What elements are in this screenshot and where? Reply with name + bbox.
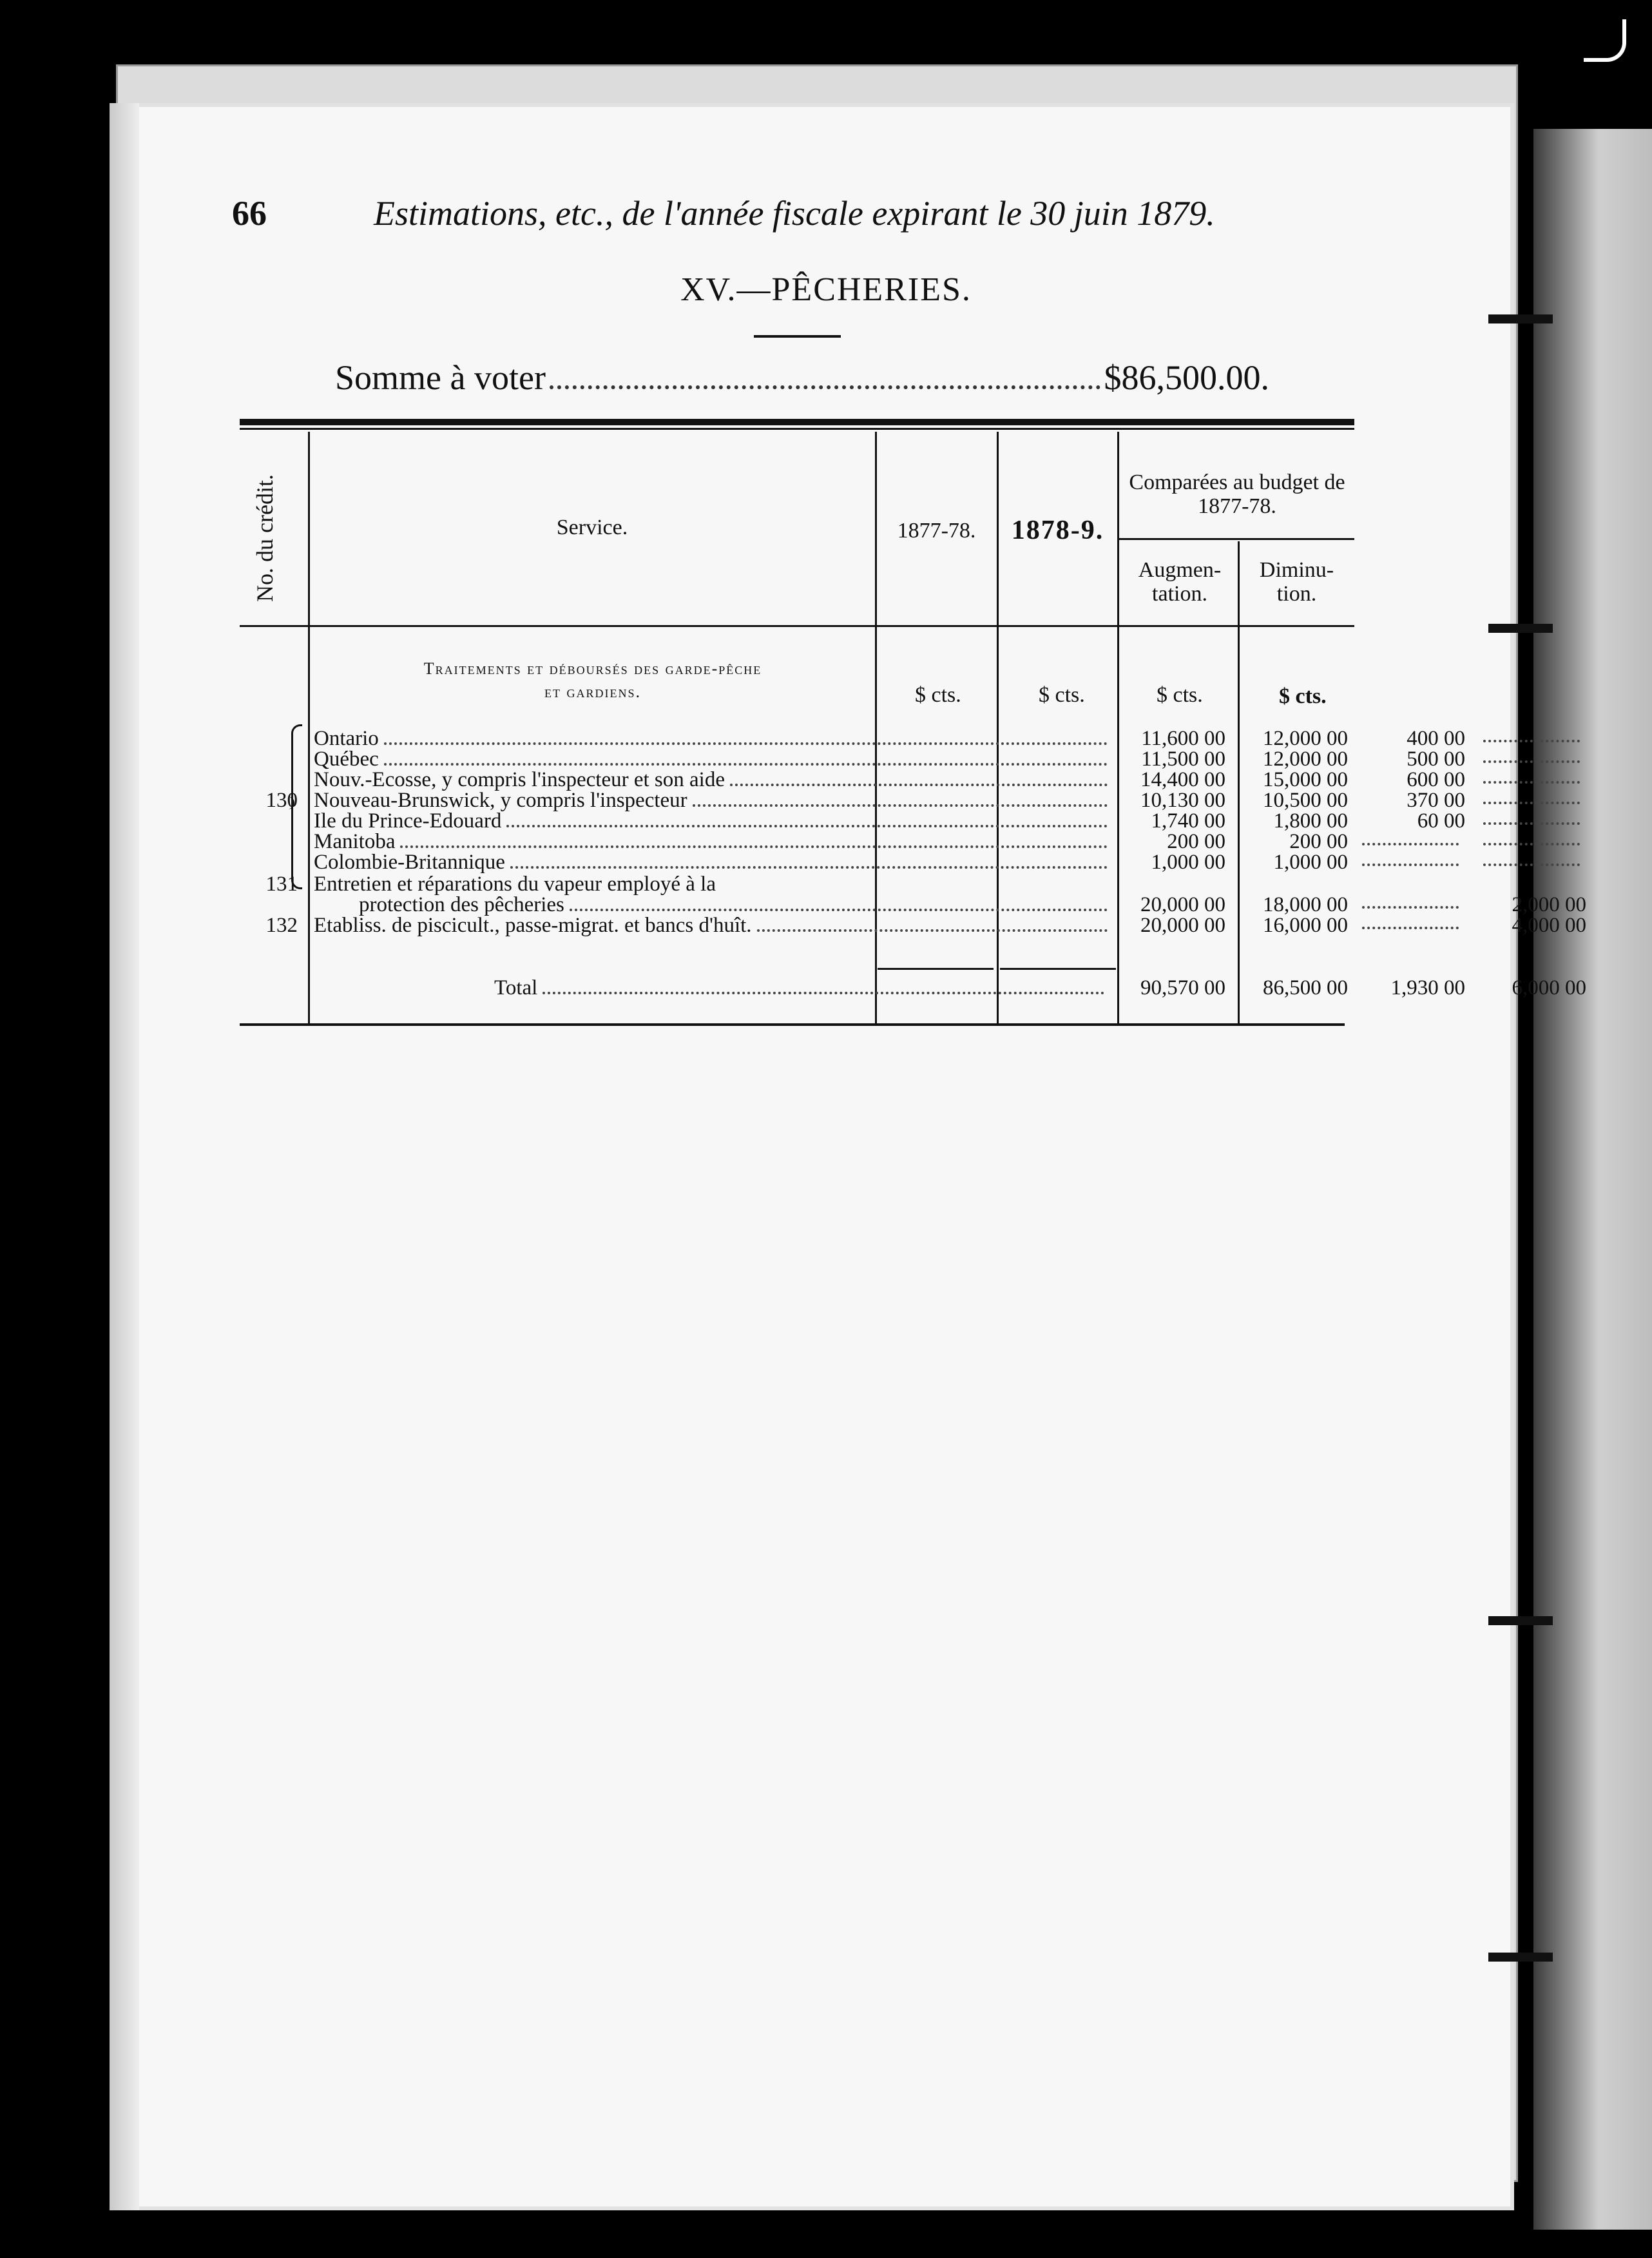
unit-label: $ cts. <box>1157 683 1203 707</box>
leader-dots <box>400 845 1108 848</box>
empty-cell-dots <box>1483 851 1580 866</box>
credit-number: 132 <box>265 914 298 937</box>
amount-augmentation: 60 00 <box>1417 809 1465 833</box>
amount-1878-9: 15,000 00 <box>1263 768 1348 791</box>
leader-dots <box>506 825 1108 827</box>
unit-label: $ cts. <box>1039 683 1085 707</box>
total-label-cell <box>494 976 1109 1000</box>
amount-1878-9: 1,800 00 <box>1273 809 1348 833</box>
service-cell <box>314 914 1113 938</box>
amount-1878-9: 200 00 <box>1289 830 1348 853</box>
table-row <box>240 851 1348 873</box>
leader-dots <box>384 763 1108 766</box>
leader-dots <box>510 866 1108 869</box>
column-header-service: Service. <box>556 516 628 539</box>
column-header-1877-78: 1877-78. <box>897 519 976 543</box>
empty-cell-dots <box>1362 851 1459 866</box>
amount-1877-78: 10,130 00 <box>1140 789 1225 812</box>
credit-number: 131 <box>265 873 298 896</box>
header-sub-rule <box>1119 538 1354 540</box>
empty-cell-dots <box>1483 830 1580 845</box>
service-label: Ontario <box>314 727 379 750</box>
amount-1878-9: 10,500 00 <box>1263 789 1348 812</box>
binding-mark <box>1488 1953 1553 1962</box>
amount-1877-78: 11,600 00 <box>1141 727 1225 750</box>
service-label: Nouv.-Ecosse, y compris l'inspecteur et son aide <box>314 768 725 791</box>
amount-1878-9: 1,000 00 <box>1273 851 1348 874</box>
table-row <box>240 914 1586 937</box>
leader-dots <box>693 804 1108 807</box>
empty-cell-dots <box>1362 914 1459 929</box>
service-label: protection des pêcheries <box>359 893 564 916</box>
amount-1877-78: 200 00 <box>1167 830 1225 853</box>
group-title-line-2: et gardiens. <box>544 682 641 702</box>
service-label: Québec <box>314 748 379 771</box>
amount-1877-78: 11,500 00 <box>1141 748 1225 771</box>
column-header-augmentation: Augmen-tation. <box>1138 558 1222 606</box>
vote-line <box>335 358 1269 398</box>
leader-dots <box>550 385 1100 389</box>
amount-1878-9: 18,000 00 <box>1263 893 1348 916</box>
total-rule <box>878 968 994 970</box>
page-number: 66 <box>232 194 267 233</box>
empty-cell-dots <box>1362 893 1459 909</box>
running-title: Estimations, etc., de l'année fiscale expirant le 30 juin 1879. <box>374 194 1215 233</box>
amount-1877-78: 1,000 00 <box>1151 851 1225 874</box>
amount-1877-78: 14,400 00 <box>1140 768 1225 791</box>
leader-dots <box>543 992 1104 994</box>
table-top-rule-thin <box>240 428 1354 430</box>
service-label: Manitoba <box>314 830 396 853</box>
amount-augmentation: 500 00 <box>1407 748 1465 771</box>
leader-dots <box>384 742 1108 745</box>
amount-augmentation: 400 00 <box>1407 727 1465 750</box>
amount-augmentation: 370 00 <box>1407 789 1465 812</box>
table-row <box>240 789 1465 812</box>
total-diminution: 6,000 00 <box>1512 976 1586 999</box>
binding-mark <box>1488 314 1553 323</box>
column-header-credit: No. du crédit. <box>252 474 278 602</box>
table-row <box>240 893 1586 916</box>
table-row <box>240 873 1348 894</box>
total-augmentation: 1,930 00 <box>1390 976 1465 999</box>
total-label: Total <box>494 976 538 999</box>
leader-dots <box>757 929 1108 932</box>
service-label: Etabliss. de piscicult., passe-migrat. et bancs d'huît. <box>314 914 752 937</box>
credit-number: 130 <box>265 789 298 812</box>
scan-corner-mark <box>1584 19 1626 62</box>
total-1877-78: 90,570 00 <box>1140 976 1225 999</box>
amount-1878-9: 16,000 00 <box>1263 914 1348 937</box>
amount-1878-9: 12,000 00 <box>1263 727 1348 750</box>
header-bottom-rule <box>240 625 1354 627</box>
table-row <box>240 768 1465 791</box>
empty-cell-dots <box>1483 748 1580 763</box>
amount-diminution: 2,000 00 <box>1512 893 1586 916</box>
column-header-comparison: Comparées au budget de 1877-78. <box>1129 470 1345 519</box>
binding-mark <box>1488 624 1553 633</box>
column-header-1878-9: 1878-9. <box>1011 516 1104 545</box>
vote-amount: $86,500.00. <box>1104 358 1269 397</box>
table-row <box>240 727 1465 750</box>
service-label: Colombie-Britannique <box>314 851 505 874</box>
page-left-edge <box>110 103 139 2210</box>
table-bottom-rule <box>240 1023 1345 1026</box>
column-header-diminution: Diminu-tion. <box>1259 558 1334 606</box>
total-rule <box>1000 968 1116 970</box>
empty-cell-dots <box>1362 830 1459 845</box>
table-row <box>240 748 1465 771</box>
table-top-rule <box>240 419 1354 425</box>
unit-label: $ cts. <box>1279 684 1327 708</box>
adjacent-page-edge <box>1533 129 1652 2230</box>
title-rule <box>754 335 841 338</box>
amount-1877-78: 20,000 00 <box>1140 893 1225 916</box>
amount-diminution: 4,000 00 <box>1512 914 1586 937</box>
table-row <box>240 830 1348 852</box>
group-title <box>316 657 870 704</box>
service-label: Nouveau-Brunswick, y compris l'inspecteur <box>314 789 687 812</box>
amount-1877-78: 1,740 00 <box>1151 809 1225 833</box>
empty-cell-dots <box>1483 768 1580 784</box>
table-row-total <box>240 976 1586 999</box>
service-cell <box>314 851 1113 874</box>
total-1878-9: 86,500 00 <box>1263 976 1348 999</box>
amount-augmentation: 600 00 <box>1407 768 1465 791</box>
unit-label: $ cts. <box>915 683 961 707</box>
section-title: XV.—PÊCHERIES. <box>680 271 972 308</box>
leader-dots <box>570 909 1108 911</box>
service-label: Ile du Prince-Edouard <box>314 809 502 833</box>
empty-cell-dots <box>1483 727 1580 742</box>
leader-dots <box>730 784 1108 786</box>
amount-1877-78: 20,000 00 <box>1140 914 1225 937</box>
table-row <box>240 809 1465 833</box>
empty-cell-dots <box>1483 789 1580 804</box>
amount-1878-9: 12,000 00 <box>1263 748 1348 771</box>
service-label: Entretien et réparations du vapeur employé à la <box>314 873 716 896</box>
binding-mark <box>1488 1616 1553 1625</box>
vote-label: Somme à voter <box>335 358 546 397</box>
empty-cell-dots <box>1483 809 1580 825</box>
group-title-line-1: Traitements et déboursés des garde-pêche <box>423 659 762 678</box>
